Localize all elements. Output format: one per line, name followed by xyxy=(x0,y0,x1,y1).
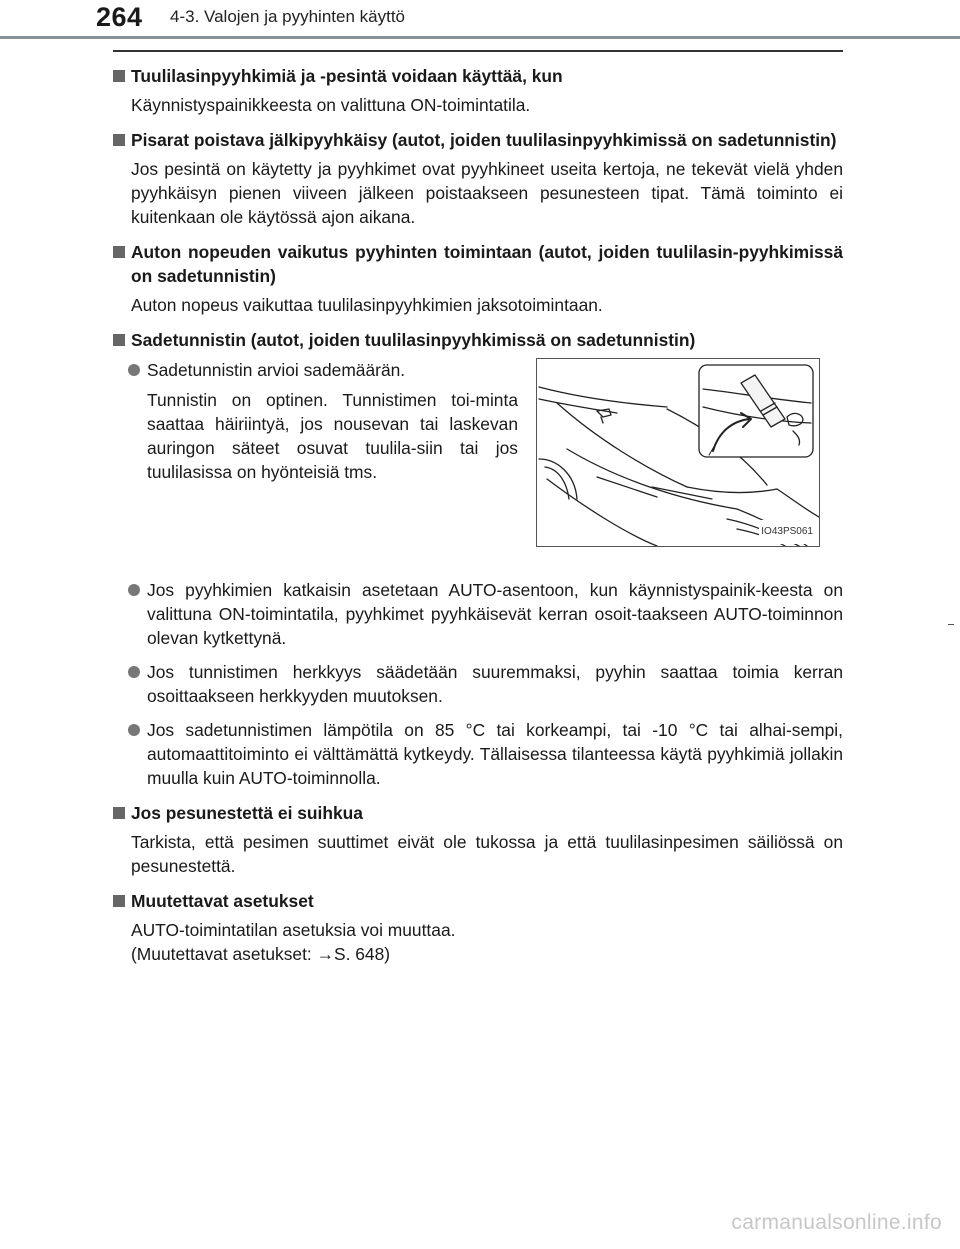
round-bullet-icon xyxy=(128,724,140,736)
section-rain-sensor xyxy=(113,328,843,790)
section-body: Käynnistyspainikkeesta on valittuna ON-toimintatila. xyxy=(131,95,531,115)
section-vehicle-speed xyxy=(113,240,843,317)
section-heading: Sadetunnistin (autot, joiden tuulilasinpyyhkimissä on sadetunnistin) xyxy=(131,330,696,350)
square-bullet-icon xyxy=(113,895,125,907)
car-windshield-sensor-icon xyxy=(537,359,819,546)
section-drip-wipe xyxy=(113,128,843,229)
square-bullet-icon xyxy=(113,134,125,146)
square-bullet-icon xyxy=(113,246,125,258)
page-reference[interactable]: (Muutettavat asetukset: →S. 648) xyxy=(131,944,391,964)
section-heading: Tuulilasinpyyhkimiä ja -pesintä voidaan käyttää, kun xyxy=(131,66,563,86)
section-heading: Pisarat poistava jälkipyyhkäisy (autot, joiden tuulilasinpyyhkimissä on sadetunnistin) xyxy=(131,130,837,150)
section-heading: Auton nopeuden vaikutus pyyhinten toimintaan (autot, joiden tuulilasin-pyyhkimissä on sadetunnistin) xyxy=(131,242,843,286)
round-bullet-icon xyxy=(128,584,140,596)
section-title: 4-3. Valojen ja pyyhinten käyttö xyxy=(170,7,405,26)
square-bullet-icon xyxy=(113,334,125,346)
list-item: Jos pyyhkimien katkaisin asetetaan AUTO-asentoon, kun käynnistyspainik-keesta on valittuna ON-toimintatila, pyyhkimet pyyhkäisevät kerran osoit-taakseen AUTO-toiminnon olevan kytkettynä. xyxy=(113,578,843,650)
rain-sensor-illustration xyxy=(536,358,820,547)
sensor-description: Tunnistin on optinen. Tunnistimen toi-minta saattaa häiriintyä, jos nousevan tai laskevan auringon säteet osuvat tuulila-siin tai jos tuulilasissa on hyönteisiä tms. xyxy=(147,390,518,482)
list-item: Jos sadetunnistimen lämpötila on 85 °C tai korkeampi, tai -10 °C tai alhai-sempi, automaattitoiminto ei välttämättä kytkeydy. Tällaisessa tilanteessa käytä pyyhkimiä jollakin muulla kuin AUTO-toiminnolla. xyxy=(113,718,843,790)
page-header xyxy=(0,0,960,39)
round-bullet-icon xyxy=(128,666,140,678)
section-no-washer-fluid xyxy=(113,801,843,878)
section-body: AUTO-toimintatilan asetuksia voi muuttaa. (Muutettavat asetukset: →S. 648) xyxy=(131,920,456,964)
page-number: 264 xyxy=(96,2,143,32)
section-heading: Jos pesunestettä ei suihkua xyxy=(131,803,363,823)
watermark: carmanualsonline.info xyxy=(731,1211,942,1234)
section-body: Auton nopeus vaikuttaa tuulilasinpyyhkimien jaksotoimintaan. xyxy=(131,295,603,315)
section-ignition xyxy=(113,64,843,117)
section-body: Tarkista, että pesimen suuttimet eivät ole tukossa ja että tuulilasinpesimen säiliössä on pesunestettä. xyxy=(131,832,843,876)
list-item: Sadetunnistin arvioi sademäärän. xyxy=(113,358,518,382)
list-item: Jos tunnistimen herkkyys säädetään suuremmaksi, pyyhin saattaa toimia kerran osoittaakseen herkkyyden muutoksen. xyxy=(113,660,843,708)
illustration-code: IO43PS061 xyxy=(759,520,815,544)
sensor-text xyxy=(113,358,518,484)
square-bullet-icon xyxy=(113,70,125,82)
page-content xyxy=(113,64,843,977)
margin-tick xyxy=(948,624,954,625)
arrow-right-icon: → xyxy=(316,944,334,964)
square-bullet-icon xyxy=(113,807,125,819)
round-bullet-icon xyxy=(128,364,140,376)
section-body: Jos pesintä on käytetty ja pyyhkimet ovat pyyhkineet useita kertoja, ne tekevät vielä yhden pyyhkäisyn pienen viiveen jälkeen poistaakseen pesunesteen tipat. Tämä toiminto ei kuitenkaan ole käytössä ajon aikana. xyxy=(131,159,843,227)
top-rule xyxy=(113,50,843,52)
section-customization xyxy=(113,889,843,966)
section-heading: Muutettavat asetukset xyxy=(131,891,314,911)
sensor-row xyxy=(113,358,843,570)
